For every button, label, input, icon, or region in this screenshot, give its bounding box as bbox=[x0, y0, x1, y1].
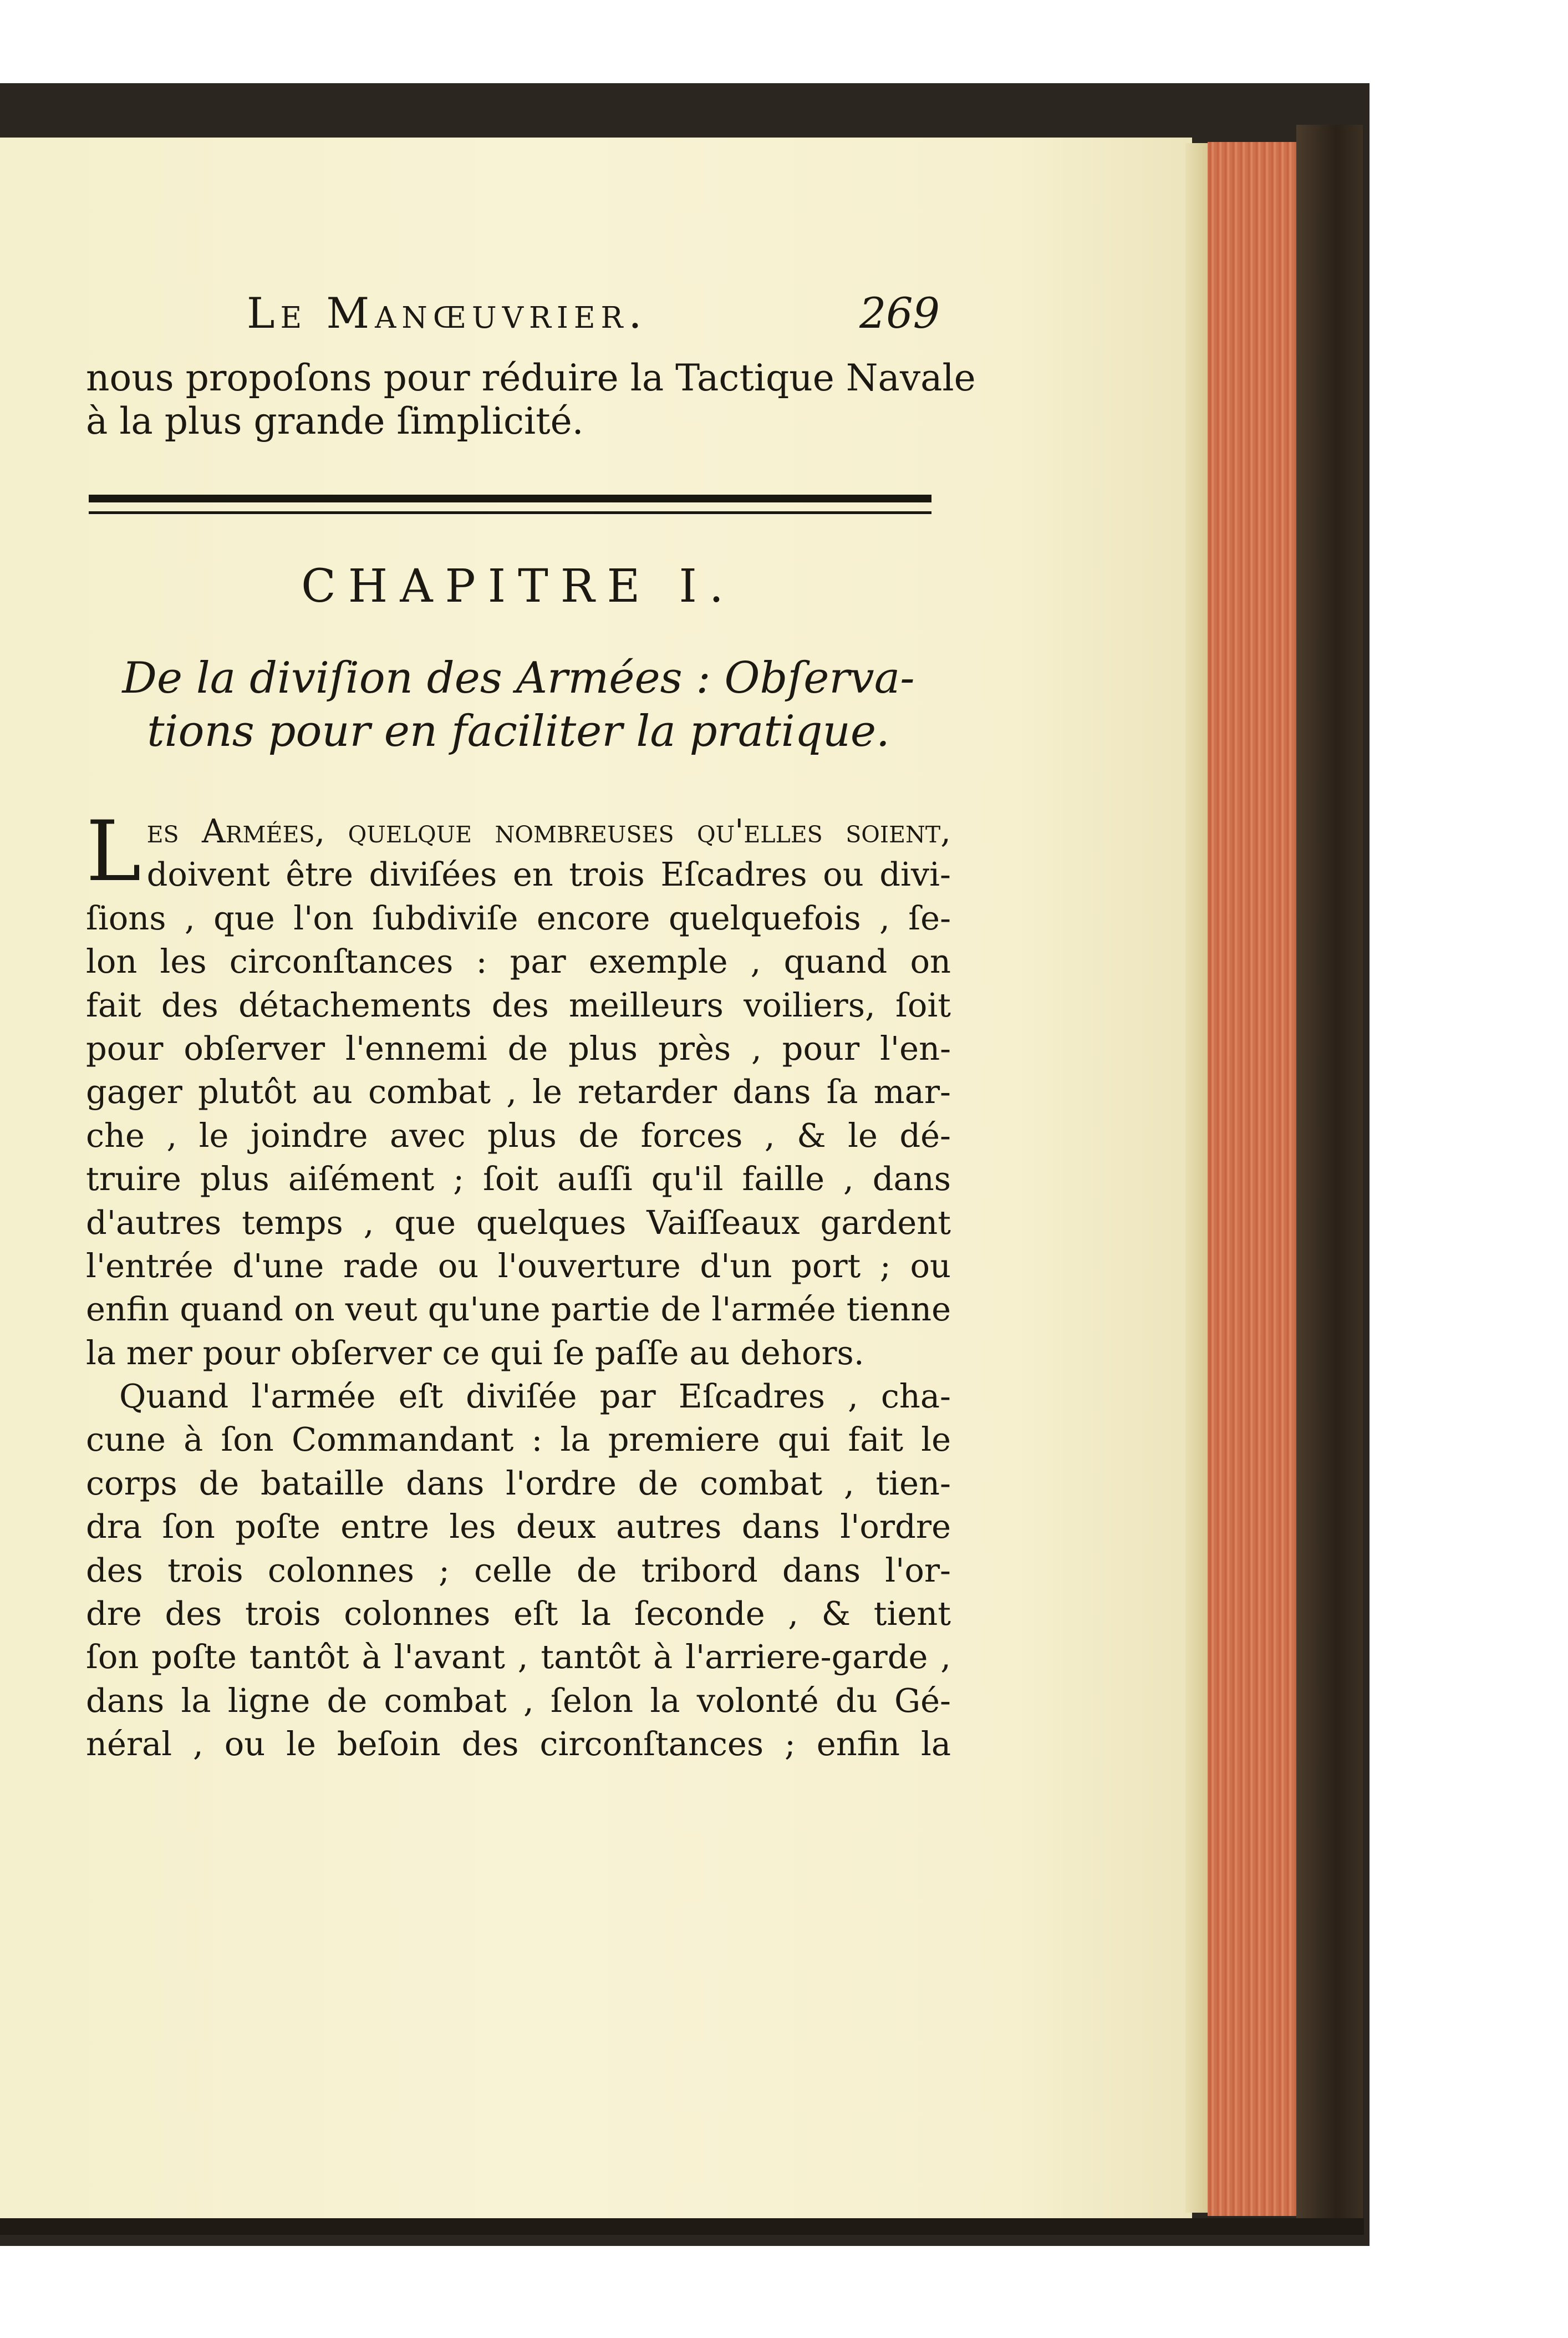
chapter-body bbox=[86, 804, 951, 1766]
text-line: dra ſon poſte entre les deux autres dans l'ordre bbox=[86, 1507, 951, 1546]
section-rule-thick bbox=[89, 495, 931, 502]
text-line: che , le joindre avec plus de forces , & le dé- bbox=[86, 1116, 951, 1155]
drop-cap: L bbox=[86, 804, 141, 900]
page-number: 269 bbox=[859, 288, 940, 338]
text-line: dans la ligne de combat , ſelon la volonté du Gé- bbox=[86, 1681, 951, 1720]
section-rule-thin bbox=[89, 511, 931, 514]
text-line: gager plutôt au combat , le retarder dans ſa mar- bbox=[86, 1073, 951, 1111]
text-line: lon les circonſtances : par exemple , quand on bbox=[86, 942, 951, 981]
chapter-subtitle bbox=[86, 652, 951, 758]
red-fore-edge bbox=[1208, 142, 1296, 2216]
book-binding bbox=[1296, 125, 1363, 2227]
text-line: nous propoſons pour réduire la Tactique Navale bbox=[86, 357, 976, 399]
running-header bbox=[86, 288, 951, 349]
text-line: doivent être diviſées en trois Eſcadres ou divi- bbox=[146, 855, 951, 894]
text-line: à la plus grande ſimplicité. bbox=[86, 400, 584, 443]
text-line bbox=[86, 810, 951, 853]
first-line-text: es Armées, quelque nombreuſes qu'elles ſoient, bbox=[146, 812, 951, 850]
text-line: fait des détachements des meilleurs voiliers, ſoit bbox=[86, 985, 951, 1024]
text-line: d'autres temps , que quelques Vaiſſeaux gardent bbox=[86, 1203, 951, 1242]
text-line: corps de bataille dans l'ordre de combat , tien- bbox=[86, 1463, 951, 1502]
text-line: la mer pour obſerver ce qui ſe paſſe au dehors. bbox=[86, 1333, 864, 1372]
chapter-title: CHAPITRE I. bbox=[301, 560, 736, 613]
second-paragraph bbox=[86, 1375, 951, 1766]
subtitle-line: tions pour en faciliter la pratique. bbox=[147, 707, 890, 756]
page-gutter-edge bbox=[1185, 143, 1208, 2213]
subtitle-line: De la diviſion des Armées : Obſerva- bbox=[122, 653, 915, 703]
running-title: Le Manœuvrier. bbox=[247, 288, 648, 338]
text-line: enfin quand on veut qu'une partie de l'armée tienne bbox=[86, 1290, 951, 1329]
text-line: cune à ſon Commandant : la premiere qui fait le bbox=[86, 1420, 951, 1459]
first-paragraph bbox=[86, 804, 951, 1375]
book-bottom-edge bbox=[0, 2218, 1364, 2235]
text-line: ſions , que l'on ſubdiviſe encore quelquefois , ſe- bbox=[86, 898, 951, 937]
continuation-text bbox=[86, 355, 976, 443]
text-line: dre des trois colonnes eſt la ſeconde , & tient bbox=[86, 1594, 951, 1633]
text-line: Quand l'armée eſt diviſée par Eſcadres , cha- bbox=[119, 1377, 951, 1416]
text-line: l'entrée d'une rade ou l'ouverture d'un port ; ou bbox=[86, 1246, 951, 1285]
text-line: pour obſerver l'ennemi de plus près , pour l'en- bbox=[86, 1029, 951, 1068]
text-line: néral , ou le beſoin des circonſtances ; enfin la bbox=[86, 1725, 951, 1763]
text-line: des trois colonnes ; celle de tribord dans l'or- bbox=[86, 1551, 951, 1589]
text-line: truire plus aiſément ; ſoit auſſi qu'il faille , dans bbox=[86, 1160, 951, 1198]
text-line: ſon poſte tantôt à l'avant , tantôt à l'arriere-garde , bbox=[86, 1638, 951, 1676]
